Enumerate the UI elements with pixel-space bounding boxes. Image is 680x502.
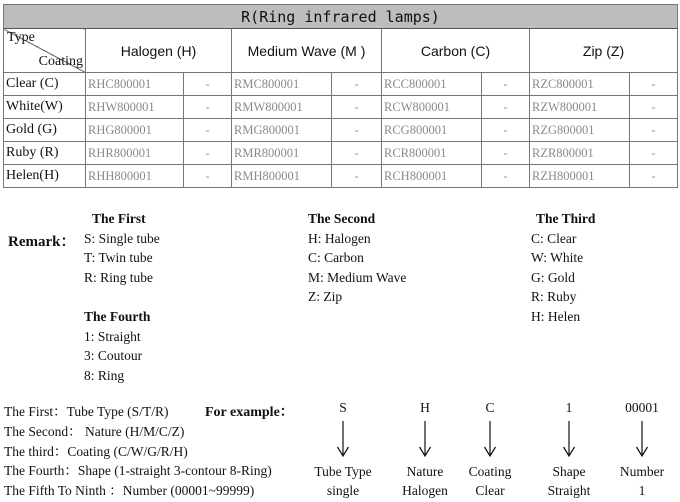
example-meaning: Shape (552, 464, 586, 479)
empty-cell: - (630, 96, 678, 119)
empty-cell: - (184, 165, 232, 188)
model-code-cell: RMC800001 (232, 73, 332, 96)
remark-second-heading: The Second (308, 211, 376, 226)
empty-cell: - (630, 119, 678, 142)
remark-third-item: R: Ruby (531, 289, 577, 304)
legend-line: The Fifth To Ninth ：Number (00001~99999) (4, 483, 255, 499)
coating-label: Clear (C) (4, 73, 86, 96)
example-value: Straight (547, 483, 591, 498)
empty-cell: - (332, 73, 382, 96)
remark-third-heading: The Third (536, 211, 596, 226)
group-header-halogen: Halogen (H) (86, 29, 232, 73)
remark-second-item: M: Medium Wave (308, 269, 407, 285)
example-letter: S (339, 400, 347, 415)
model-code-cell: RMG800001 (232, 119, 332, 142)
remark-second-item: H: Halogen (308, 230, 371, 246)
example-label: For example： (205, 405, 294, 420)
legend-line: The third：Coating (C/W/G/R/H) (4, 443, 188, 459)
empty-cell: - (184, 142, 232, 165)
remark-first-column (84, 209, 160, 287)
table-title: R(Ring infrared lamps) (4, 5, 678, 29)
remark-fourth-column (84, 307, 150, 385)
group-header-carbon: Carbon (C) (382, 29, 530, 73)
model-code-cell: RCR800001 (382, 142, 482, 165)
model-code-cell: RZG800001 (530, 119, 630, 142)
empty-cell: - (482, 96, 530, 119)
table-row (4, 165, 678, 188)
coating-label: Helen(H) (4, 165, 86, 188)
empty-cell: - (184, 73, 232, 96)
empty-cell: - (482, 142, 530, 165)
example-meaning: Nature (406, 464, 444, 479)
legend-line: The First：Tube Type (S/T/R) (4, 404, 169, 419)
remark-second-item: Z: Zip (308, 289, 343, 304)
table-row (4, 73, 678, 96)
model-code-cell: RMW800001 (232, 96, 332, 119)
example-meaning: Coating (468, 464, 512, 479)
remark-third-item: H: Helen (531, 308, 581, 324)
model-code-cell: RZC800001 (530, 73, 630, 96)
example-column (445, 400, 535, 500)
model-code-cell: RZW800001 (530, 96, 630, 119)
remark-fourth-item: 8: Ring (84, 367, 125, 383)
model-code-cell: RZH800001 (530, 165, 630, 188)
example-letter: 00001 (625, 400, 659, 415)
remark-first-heading: The First (92, 211, 146, 226)
example-value: 1 (638, 483, 646, 498)
empty-cell: - (184, 119, 232, 142)
remark-second-column (308, 209, 406, 307)
example-letter: C (485, 400, 495, 415)
remark-third-column (531, 209, 595, 326)
example-value: Halogen (402, 483, 448, 498)
remark-fourth-item: 1: Straight (84, 328, 141, 344)
coating-label: White(W) (4, 96, 86, 119)
empty-cell: - (332, 96, 382, 119)
model-code-cell: RMR800001 (232, 142, 332, 165)
table-row (4, 142, 678, 165)
remark-third-item: G: Gold (531, 269, 575, 285)
example-value: Clear (475, 483, 505, 498)
remark-third-item: C: Clear (531, 230, 577, 246)
example-value: single (326, 483, 360, 498)
example-column (298, 400, 388, 500)
coating-label: Gold (G) (4, 119, 86, 142)
example-letter: 1 (565, 400, 573, 415)
table-row (4, 96, 678, 119)
empty-cell: - (332, 119, 382, 142)
corner-type-label: Type (7, 30, 35, 45)
remark-third-item: W: White (531, 250, 584, 265)
model-code-cell: RHR800001 (86, 142, 184, 165)
down-arrow-icon (336, 420, 350, 458)
remark-first-item: R: Ring tube (84, 269, 154, 285)
group-header-zip: Zip (Z) (530, 29, 678, 73)
remark-fourth-item: 3: Coutour (84, 348, 143, 363)
empty-cell: - (482, 119, 530, 142)
lamp-code-table (3, 4, 678, 188)
remark-first-item: T: Twin tube (84, 250, 153, 265)
corner-coating-label: Coating (38, 54, 83, 69)
legend-line: The Fourth：Shape (1-straight 3-contour 8-Ring) (4, 463, 272, 479)
down-arrow-icon (418, 420, 432, 458)
down-arrow-icon (635, 420, 649, 458)
table-row (4, 119, 678, 142)
model-code-cell: RHW800001 (86, 96, 184, 119)
remark-first-item: S: Single tube (84, 230, 160, 246)
empty-cell: - (630, 73, 678, 96)
empty-cell: - (184, 96, 232, 119)
legend-line: The Second： Nature (H/M/C/Z) (4, 423, 185, 439)
model-code-cell: RHC800001 (86, 73, 184, 96)
down-arrow-icon (483, 420, 497, 458)
model-code-cell: RCH800001 (382, 165, 482, 188)
corner-header (4, 29, 86, 73)
example-meaning: Number (619, 464, 665, 479)
model-code-cell: RHH800001 (86, 165, 184, 188)
example-column (597, 400, 680, 500)
empty-cell: - (630, 165, 678, 188)
model-code-cell: RCG800001 (382, 119, 482, 142)
group-header-medium-wave: Medium Wave (M ) (232, 29, 382, 73)
model-code-cell: RCW800001 (382, 96, 482, 119)
empty-cell: - (482, 73, 530, 96)
remark-second-item: C: Carbon (308, 250, 364, 265)
model-code-cell: RCC800001 (382, 73, 482, 96)
empty-cell: - (482, 165, 530, 188)
model-code-cell: RHG800001 (86, 119, 184, 142)
coating-label: Ruby (R) (4, 142, 86, 165)
example-meaning: Tube Type (314, 464, 372, 479)
empty-cell: - (630, 142, 678, 165)
down-arrow-icon (562, 420, 576, 458)
model-code-cell: RMH800001 (232, 165, 332, 188)
remark-fourth-heading: The Fourth (84, 309, 151, 324)
model-code-cell: RZR800001 (530, 142, 630, 165)
example-letter: H (420, 400, 430, 415)
empty-cell: - (332, 142, 382, 165)
empty-cell: - (332, 165, 382, 188)
remark-label: Remark： (8, 234, 76, 250)
